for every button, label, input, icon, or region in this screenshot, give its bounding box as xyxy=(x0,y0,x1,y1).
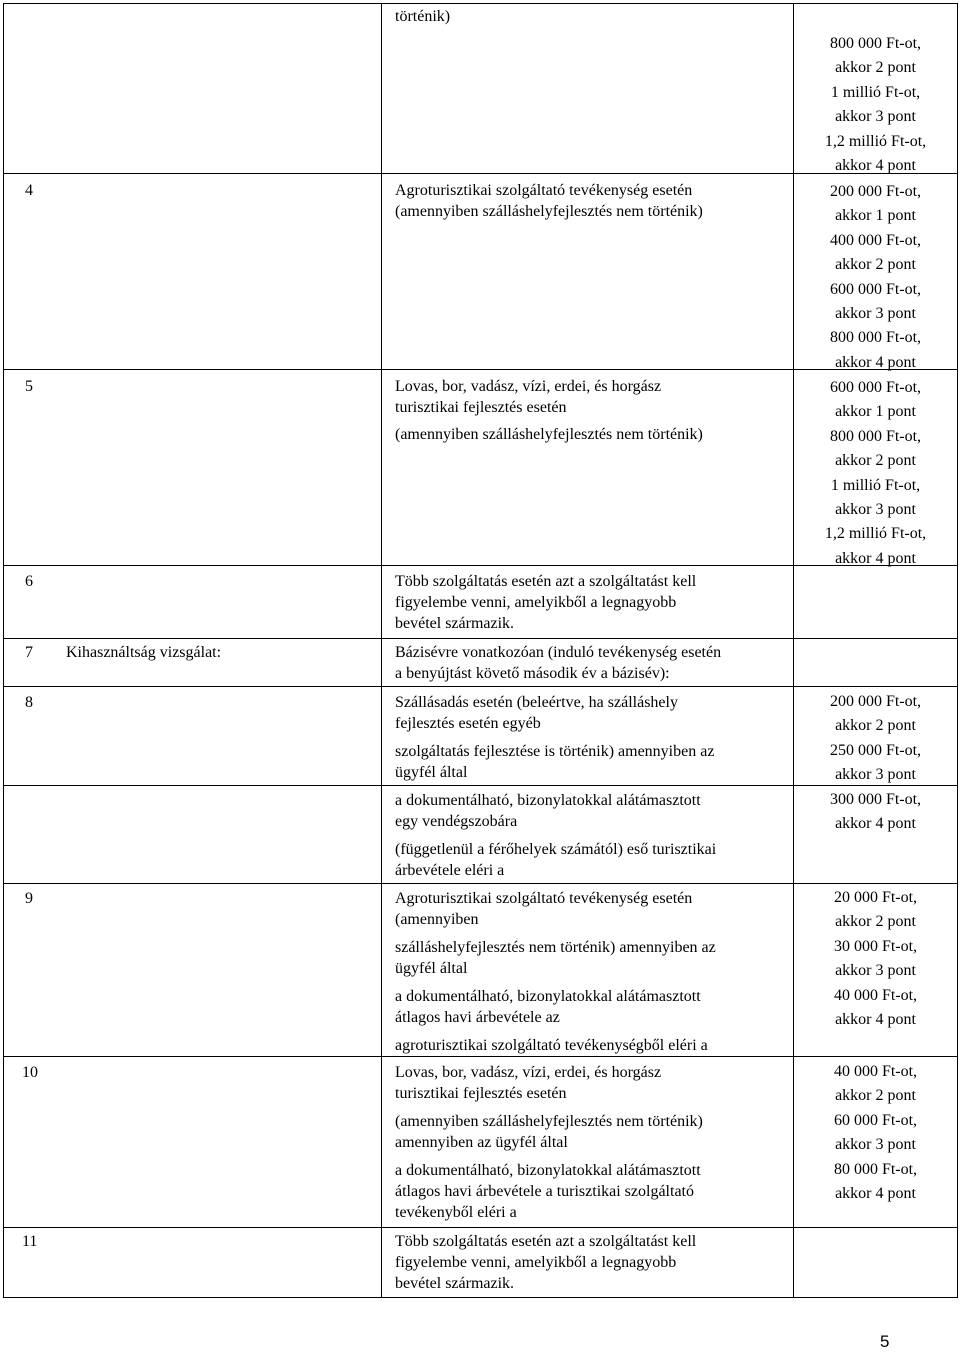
section-label: Kihasználtság vizsgálat: xyxy=(66,644,222,661)
row-description xyxy=(395,571,696,634)
points-line: akkor 2 pont xyxy=(835,1087,916,1105)
row-description xyxy=(395,180,703,222)
description-line: Több szolgáltatás esetén azt a szolgáltatást kell xyxy=(395,573,697,590)
points-line: 40 000 Ft-ot, xyxy=(833,986,918,1004)
points-line: 80 000 Ft-ot, xyxy=(833,1160,918,1178)
row-divider xyxy=(3,1227,958,1228)
points-line: 800 000 Ft-ot, xyxy=(829,35,922,52)
column-divider-desc xyxy=(381,3,382,1298)
row-description xyxy=(395,888,716,1056)
points-line: 1,2 millió Ft-ot, xyxy=(824,132,927,150)
description-line: bevétel származik. xyxy=(395,615,515,632)
description-line: a dokumentálható, bizonylatokkal alátámasztott xyxy=(395,792,701,809)
description-line: (amennyiben xyxy=(395,911,479,928)
description-line: amennyiben az ügyfél által xyxy=(395,1134,568,1151)
points-line: akkor 3 pont xyxy=(835,501,916,519)
description-line: Lovas, bor, vadász, vízi, erdei, és horgász xyxy=(395,1064,662,1081)
row-number: 7 xyxy=(25,644,33,661)
points-cell xyxy=(794,886,957,1032)
row-number: 4 xyxy=(25,182,33,199)
points-cell xyxy=(794,1060,957,1206)
table-bottom-border xyxy=(3,1297,958,1298)
points-line: 40 000 Ft-ot, xyxy=(833,1063,918,1080)
points-cell xyxy=(794,180,957,375)
points-line: akkor 2 pont xyxy=(835,913,916,931)
points-line: 400 000 Ft-ot, xyxy=(829,231,922,249)
row-number: 10 xyxy=(22,1064,38,1081)
points-line: 60 000 Ft-ot, xyxy=(833,1111,918,1129)
row-description xyxy=(395,376,703,445)
points-line: akkor 4 pont xyxy=(835,815,916,833)
points-line: akkor 2 pont xyxy=(835,452,916,470)
description-line: agroturisztikai szolgáltató tevékenységből eléri a xyxy=(395,1037,708,1054)
description-line: (amennyiben szálláshelyfejlesztés nem történik) xyxy=(395,203,703,220)
points-line: 600 000 Ft-ot, xyxy=(829,379,922,396)
points-line: akkor 4 pont xyxy=(835,353,916,371)
points-line: 800 000 Ft-ot, xyxy=(829,329,922,347)
points-line: 800 000 Ft-ot, xyxy=(829,427,922,445)
row-number: 9 xyxy=(25,890,33,907)
points-line: akkor 3 pont xyxy=(835,962,916,980)
description-line: Bázisévre vonatkozóan (induló tevékenység esetén xyxy=(395,644,722,661)
description-line: figyelembe venni, amelyikből a legnagyobb xyxy=(395,1254,677,1271)
points-line: akkor 3 pont xyxy=(835,108,916,126)
row-description xyxy=(395,1062,703,1223)
points-line: akkor 2 pont xyxy=(835,59,916,77)
description-line: a benyújtást követő második év a bázisév): xyxy=(395,665,670,682)
row-divider xyxy=(3,1056,958,1057)
description-line: ügyfél által xyxy=(395,960,468,977)
row-description xyxy=(395,692,716,881)
row-number: 11 xyxy=(22,1233,38,1250)
page-number: 5 xyxy=(880,1332,890,1351)
row-number: 8 xyxy=(25,694,33,711)
description-line: átlagos havi árbevétele a turisztikai szolgáltató xyxy=(395,1183,694,1200)
description-line: figyelembe venni, amelyikből a legnagyobb xyxy=(395,594,677,611)
description-line: turisztikai fejlesztés esetén xyxy=(395,399,567,416)
description-line: turisztikai fejlesztés esetén xyxy=(395,1085,567,1102)
points-line: akkor 4 pont xyxy=(835,1185,916,1203)
top-fragment: történik) xyxy=(395,8,451,25)
points-line: 1 millió Ft-ot, xyxy=(830,83,921,101)
description-line: Szállásadás esetén (beleértve, ha szálláshely xyxy=(395,694,678,711)
description-line: tevékenyből eléri a xyxy=(395,1204,517,1221)
description-line: (amennyiben szálláshelyfejlesztés nem történik) xyxy=(395,426,703,443)
points-line: 20 000 Ft-ot, xyxy=(833,889,918,906)
points-line: akkor 2 pont xyxy=(835,256,916,274)
description-line: Több szolgáltatás esetén azt a szolgáltatást kell xyxy=(395,1233,697,1250)
row-divider xyxy=(3,686,958,687)
description-line: fejlesztés esetén egyéb xyxy=(395,715,541,732)
points-line: akkor 3 pont xyxy=(835,1136,916,1154)
points-line: akkor 4 pont xyxy=(835,157,916,175)
points-cell xyxy=(794,690,957,836)
row-divider xyxy=(3,883,958,884)
points-line: 300 000 Ft-ot, xyxy=(829,790,922,808)
description-line: Agroturisztikai szolgáltató tevékenység esetén xyxy=(395,890,693,907)
points-line: 250 000 Ft-ot, xyxy=(829,741,922,759)
description-line: ügyfél által xyxy=(395,764,468,781)
description-line: egy vendégszobára xyxy=(395,813,518,830)
description-line: szolgáltatás fejlesztése is történik) amennyiben az xyxy=(395,743,715,760)
table-top-border xyxy=(3,3,958,4)
points-line: akkor 3 pont xyxy=(835,766,916,784)
description-line: átlagos havi árbevétele az xyxy=(395,1009,560,1026)
points-line: 1 millió Ft-ot, xyxy=(830,476,921,494)
row-description xyxy=(395,1231,696,1294)
points-line: akkor 4 pont xyxy=(835,1011,916,1029)
points-top xyxy=(794,32,957,178)
points-line: akkor 4 pont xyxy=(835,549,916,567)
description-line: szálláshelyfejlesztés nem történik) amennyiben az xyxy=(395,939,716,956)
description-line: árbevétele eléri a xyxy=(395,862,505,879)
table-right-border xyxy=(957,3,958,1298)
description-line: (amennyiben szálláshelyfejlesztés nem történik) xyxy=(395,1113,703,1130)
description-line: a dokumentálható, bizonylatokkal alátámasztott xyxy=(395,988,701,1005)
row-divider xyxy=(3,638,958,639)
row-number: 6 xyxy=(25,573,33,590)
points-line: akkor 2 pont xyxy=(835,717,916,735)
points-line: 600 000 Ft-ot, xyxy=(829,280,922,298)
table-left-border xyxy=(3,3,4,1298)
points-line: akkor 1 pont xyxy=(835,207,916,225)
points-line: 30 000 Ft-ot, xyxy=(833,937,918,955)
row-number: 5 xyxy=(25,378,33,395)
points-cell xyxy=(794,376,957,571)
description-line: Lovas, bor, vadász, vízi, erdei, és horgász xyxy=(395,378,662,395)
points-line: akkor 3 pont xyxy=(835,305,916,323)
points-line: akkor 1 pont xyxy=(835,403,916,421)
points-line: 200 000 Ft-ot, xyxy=(829,183,922,200)
row-description xyxy=(395,642,721,684)
description-line: a dokumentálható, bizonylatokkal alátámasztott xyxy=(395,1162,701,1179)
description-line: bevétel származik. xyxy=(395,1275,515,1292)
points-line: 200 000 Ft-ot, xyxy=(829,693,922,710)
points-line: 1,2 millió Ft-ot, xyxy=(824,525,927,543)
description-line: Agroturisztikai szolgáltató tevékenység esetén xyxy=(395,182,693,199)
description-line: (függetlenül a férőhelyek számától) eső turisztikai xyxy=(395,841,717,858)
